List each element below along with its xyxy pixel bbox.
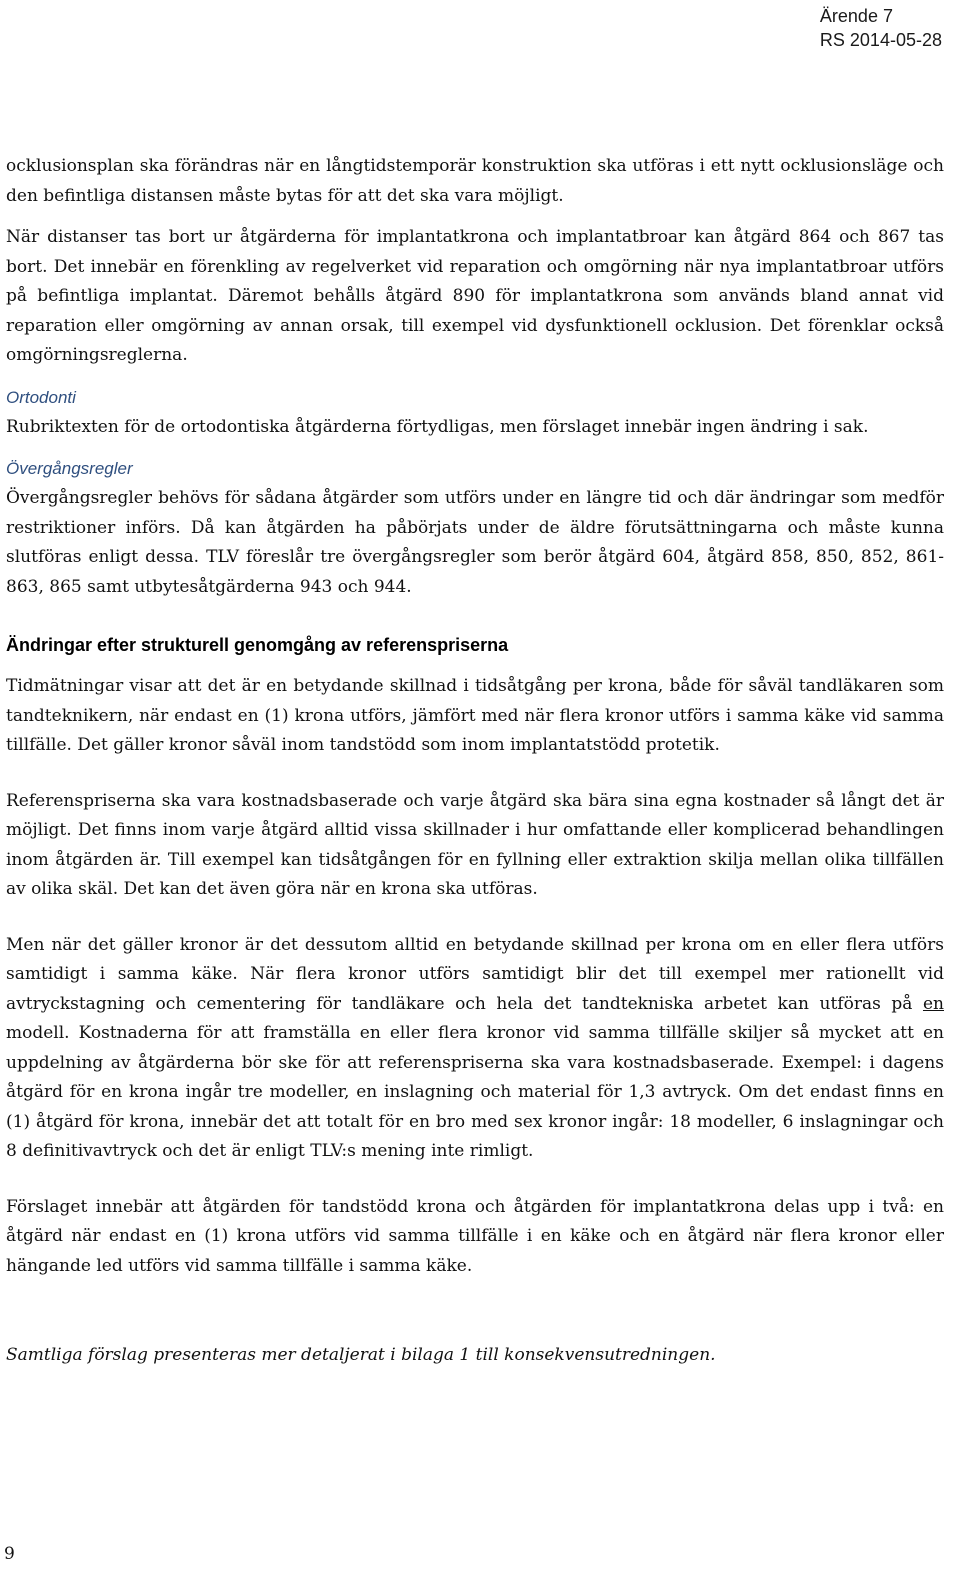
page-number: 9	[4, 1544, 15, 1564]
subheading-orthodontics: Ortodonti	[6, 387, 76, 407]
document-body	[6, 152, 944, 1371]
paragraph-distances: När distanser tas bort ur åtgärderna för implantatkrona och implantatbroar kan åtgärd 864 och 867 tas bort. Det innebär en förenkling av regelverket vid reparation och omgörning när nya implantatbroar utförs på befintliga implantat. Däremot behålls åtgärd 890 för implantatkrona som används bland annat vid reparation eller omgörning av annan orsak, till exempel vid dysfunktionell ocklusion. Det förenklar också omgörningsreglerna.	[6, 227, 944, 365]
crowns-text-end: modell. Kostnaderna för att framställa en eller flera kronor vid samma tillfälle skiljer så mycket att en uppdelning av åtgärderna bör ske för att referenspriserna ska vara kostnadsbaserade. Exempel: i dagens åtgärd för en krona ingår tre modeller, en inslagning och material för 1,3 avtryck. Om det endast finns en (1) åtgärd för krona, innebär det att totalt för en bro med sex kronor ingår: 18 modeller, 6 inslagningar och 8 definitivavtryck och det är enligt TLV:s mening inte rimligt.	[6, 1023, 944, 1161]
subheading-transition-rules: Övergångsregler	[6, 459, 133, 478]
paragraph-crowns	[6, 931, 944, 1167]
paragraph-time-measurements: Tidmätningar visar att det är en betydande skillnad i tidsåtgång per krona, både för såväl tandläkaren som tandteknikern, när endast en (1) krona utförs, jämfört med när flera kronor utförs i samma käke vid samma tillfälle. Det gäller kronor såväl inom tandstödd som inom implantatstödd protetik.	[6, 676, 944, 755]
underlined-word: en	[922, 993, 944, 1014]
paragraph-proposal: Förslaget innebär att åtgärden för tandstödd krona och åtgärden för implantatkrona delas upp i två: en åtgärd när endast en (1) krona utförs vid samma tillfälle i en käke och en åtgärd när flera kronor eller hängande led utförs vid samma tillfälle i samma käke.	[6, 1196, 944, 1276]
document-reference: RS 2014-05-28	[819, 30, 942, 50]
closing-note: Samtliga förslag presenteras mer detaljerat i bilaga 1 till konsekvensutredningen.	[6, 1345, 716, 1365]
section-heading: Ändringar efter strukturell genomgång av referenspriserna	[6, 635, 509, 655]
paragraph-transition-rules: Övergångsregler behövs för sådana åtgärder som utförs under en längre tid och där ändringar som medför restriktioner införs. Då kan åtgärden ha påbörjats under de äldre förutsättningarna och måste kunna slutföras enligt dessa. TLV föreslår tre övergångsregler som berör åtgärd 604, åtgärd 858, 850, 852, 861-863, 865 samt utbytesåtgärderna 943 och 944.	[6, 488, 944, 597]
paragraph-orthodontics: Rubriktexten för de ortodontiska åtgärderna förtydligas, men förslaget innebär ingen ändring i sak.	[6, 416, 869, 437]
crowns-text-start: Men när det gäller kronor är det dessutom alltid en betydande skillnad per krona om en eller flera utförs samtidigt i samma käke. När flera kronor utförs samtidigt blir det till exempel mer rationellt vid avtryckstagning och cementering för tandläkare och hela det tandtekniska arbetet kan utföras på	[6, 934, 944, 1014]
paragraph-occlusion: ocklusionsplan ska förändras när en långtidstemporär konstruktion ska utföras i ett nytt ocklusionsläge och den befintliga distansen måste bytas för att det ska vara möjligt.	[6, 156, 944, 206]
paragraph-reference-prices: Referenspriserna ska vara kostnadsbaserade och varje åtgärd ska bära sina egna kostnader så långt det är möjligt. Det finns inom varje åtgärd alltid vissa skillnader i hur omfattande eller komplicerad behandlingen inom åtgärden är. Till exempel kan tidsåtgången för en fyllning eller extraktion skilja mellan olika tillfällen av olika skäl. Det kan det även göra när en krona ska utföras.	[6, 790, 944, 899]
case-number: Ärende 7	[819, 6, 893, 26]
document-header	[820, 4, 942, 52]
